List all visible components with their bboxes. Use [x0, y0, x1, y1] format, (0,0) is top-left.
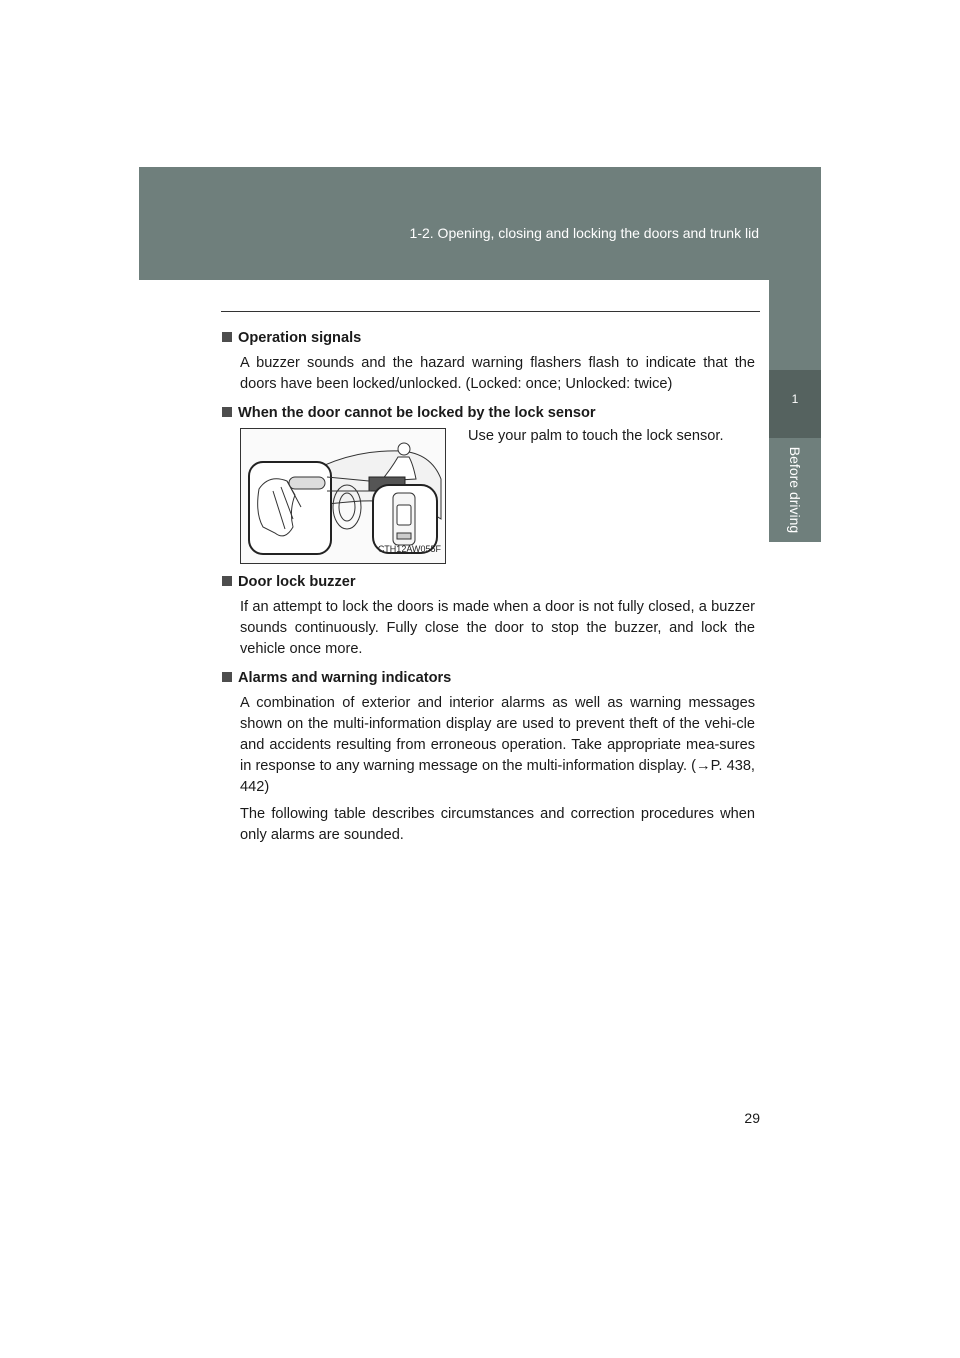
section-heading: Alarms and warning indicators	[222, 668, 755, 689]
divider-rule	[221, 311, 760, 312]
section-title: 1-2. Opening, closing and locking the doors and trunk lid	[409, 225, 759, 241]
section-alarms	[222, 668, 755, 846]
section-body: A buzzer sounds and the hazard warning flashers flash to indicate that the doors have been locked/unlocked. (Locked: once; Unlocked: twice)	[240, 355, 755, 392]
chapter-number: 1	[791, 392, 799, 406]
figure-caption: Use your palm to touch the lock sensor.	[468, 428, 724, 444]
section-operation-signals	[222, 328, 755, 395]
section-heading: When the door cannot be locked by the lock sensor	[222, 403, 755, 424]
section-heading: Door lock buzzer	[222, 572, 755, 593]
lock-sensor-illustration	[240, 428, 446, 564]
square-bullet-icon	[222, 332, 232, 342]
figure-code: CTH12AW055F	[377, 544, 441, 554]
figure-row	[240, 428, 755, 564]
section-body: The following table describes circumstances and correction procedures when only alarms are sounded.	[240, 806, 755, 843]
section-body: A combination of exterior and interior alarms as well as warning messages shown on the multi-information display are used to prevent theft of the vehi-cle and accidents resulting from erroneous operation. Take appropriate mea-sures in response to any warning message on the multi-information display. (→P. 438, 442)	[240, 695, 755, 795]
header-band	[139, 167, 821, 280]
section-heading: Operation signals	[222, 328, 755, 349]
section-lock-sensor	[222, 403, 755, 564]
page-content	[222, 328, 755, 854]
square-bullet-icon	[222, 407, 232, 417]
square-bullet-icon	[222, 576, 232, 586]
page-number: 29	[744, 1110, 760, 1126]
chapter-tab	[769, 370, 821, 438]
section-body: If an attempt to lock the doors is made when a door is not fully closed, a buzzer sounds continuously. Fully close the door to stop the buzzer, and lock the vehicle once more.	[240, 599, 755, 657]
section-door-lock-buzzer	[222, 572, 755, 660]
chapter-label: Before driving	[787, 446, 803, 534]
square-bullet-icon	[222, 672, 232, 682]
